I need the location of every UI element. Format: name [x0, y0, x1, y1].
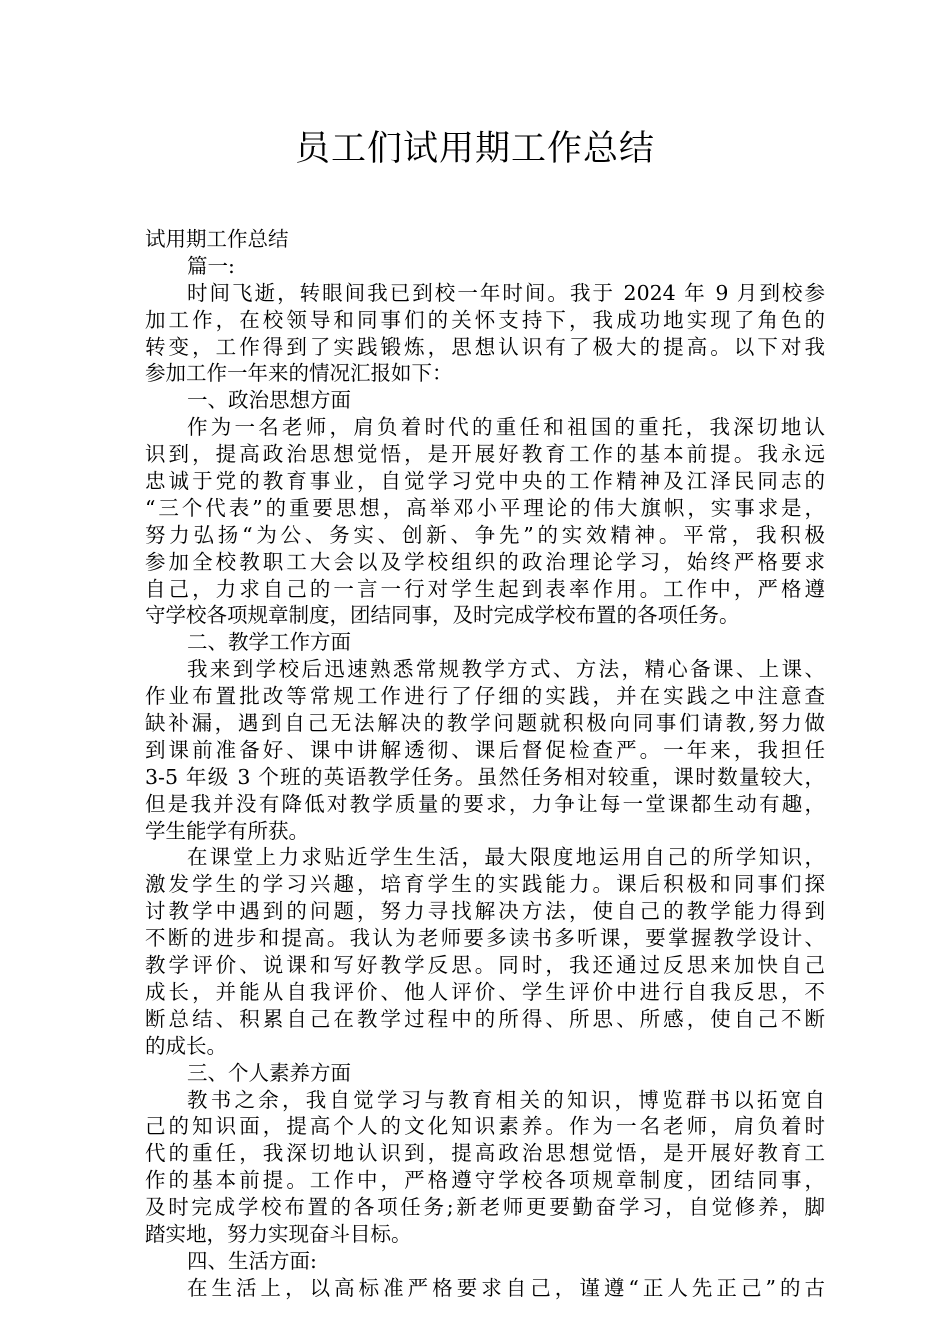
body-text-line: 一、政治思想方面: [187, 388, 351, 413]
body-text-line: 成长，并能从自我评价、他人评价、学生评价中进行自我反思，不: [145, 979, 825, 1004]
body-text-line: 加工作，在校领导和同事们的关怀支持下，我成功地实现了角色的: [145, 307, 825, 332]
body-text-line: 作为一名老师，肩负着时代的重任和祖国的重托，我深切地认: [187, 415, 825, 440]
body-text-line: 三、个人素养方面: [187, 1060, 351, 1085]
body-text-line: 激发学生的学习兴趣，培育学生的实践能力。课后积极和同事们探: [145, 872, 825, 897]
body-text-line: 及时完成学校布置的各项任务;新老师更要勤奋学习，自觉修养，脚: [145, 1195, 825, 1220]
document-body: [145, 226, 825, 1302]
body-text-line: 到课前准备好、课中讲解透彻、课后督促检查严。一年来，我担任: [145, 737, 825, 762]
body-text-line: 参加全校教职工大会以及学校组织的政治理论学习，始终严格要求: [145, 549, 825, 574]
body-text-line: 守学校各项规章制度，团结同事，及时完成学校布置的各项任务。: [145, 603, 740, 628]
body-text-line: 自己，力求自己的一言一行对学生起到表率作用。工作中，严格遵: [145, 576, 825, 601]
body-text-line: 篇一:: [187, 253, 235, 278]
body-text-line: 识到，提高政治思想觉悟，是开展好教育工作的基本前提。我永远: [145, 442, 825, 467]
page-title: 员工们试用期工作总结: [294, 129, 655, 169]
body-text-line: 我来到学校后迅速熟悉常规教学方式、方法，精心备课、上课、: [187, 657, 825, 682]
body-text-line: 3-5 年级 3 个班的英语教学任务。虽然任务相对较重，课时数量较大，: [145, 764, 825, 789]
body-text-line: 转变，工作得到了实践锻炼，思想认识有了极大的提高。以下对我: [145, 334, 825, 359]
body-text-line: 教学评价、说课和写好教学反思。同时，我还通过反思来加快自己: [145, 953, 825, 978]
body-text-line: 教书之余，我自觉学习与教育相关的知识，博览群书以拓宽自: [187, 1087, 825, 1112]
body-text-line: 代的重任，我深切地认识到，提高政治思想觉悟，是开展好教育工: [145, 1141, 825, 1166]
body-text-line: 己的知识面，提高个人的文化知识素养。作为一名老师，肩负着时: [145, 1114, 825, 1139]
body-text-line: 缺补漏，遇到自己无法解决的教学问题就积极向同事们请教,努力做: [145, 711, 825, 736]
body-text-line: 参加工作一年来的情况汇报如下：: [145, 361, 453, 386]
body-text-line: 努力弘扬“为公、务实、创新、争先”的实效精神。平常，我积极: [145, 522, 825, 547]
body-text-line: 在课堂上力求贴近学生生活，最大限度地运用自己的所学知识，: [187, 845, 825, 870]
body-text-line: 讨教学中遇到的问题，努力寻找解决方法，使自己的教学能力得到: [145, 899, 825, 924]
body-text-line: 二、教学工作方面: [187, 630, 351, 655]
body-text-line: 的成长。: [145, 1033, 227, 1058]
body-text-line: 踏实地，努力实现奋斗目标。: [145, 1221, 412, 1246]
body-text-line: 但是我并没有降低对教学质量的要求，力争让每一堂课都生动有趣，: [145, 791, 825, 816]
body-text-line: 作的基本前提。工作中，严格遵守学校各项规章制度，团结同事，: [145, 1168, 825, 1193]
body-text-line: 四、生活方面:: [187, 1248, 317, 1273]
body-text-line: 在生活上，以高标准严格要求自己，谨遵“正人先正己”的古: [187, 1275, 825, 1300]
body-text-line: 学生能学有所获。: [145, 818, 309, 843]
body-text-line: 断总结、积累自己在教学过程中的所得、所思、所感，使自己不断: [145, 1006, 825, 1031]
body-text-line: “三个代表”的重要思想，高举邓小平理论的伟大旗帜，实事求是，: [145, 495, 825, 520]
body-text-line: 不断的进步和提高。我认为老师要多读书多听课，要掌握教学设计、: [145, 926, 825, 951]
body-text-line: 作业布置批改等常规工作进行了仔细的实践，并在实践之中注意查: [145, 684, 825, 709]
body-text-line: 试用期工作总结: [145, 227, 289, 251]
body-text-line: 忠诚于党的教育事业，自觉学习党中央的工作精神及江泽民同志的: [145, 469, 825, 494]
body-text-line: 时间飞逝，转眼间我已到校一年时间。我于 2024 年 9 月到校参: [187, 280, 825, 305]
